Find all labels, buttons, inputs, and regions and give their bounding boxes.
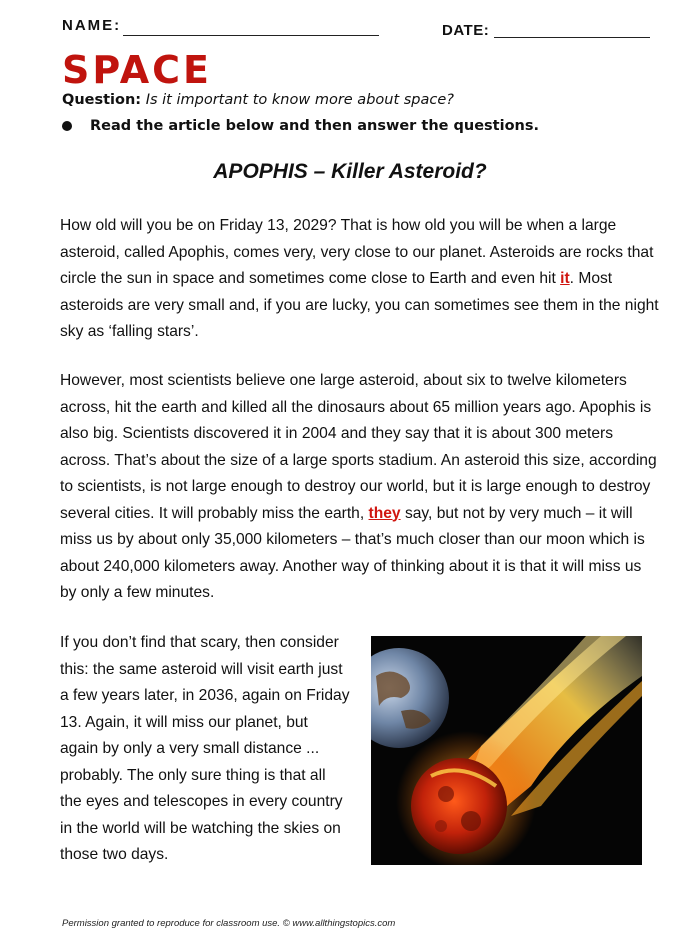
question: [62, 92, 454, 108]
date-label: DATE:: [442, 22, 490, 39]
footer-permission: Permission granted to reproduce for classroom use. © www.allthingstopics.com: [62, 918, 396, 929]
date-line[interactable]: [494, 37, 650, 38]
paragraph-2: [60, 368, 660, 607]
worksheet-title: SPACE: [62, 48, 212, 92]
name-line[interactable]: [123, 35, 379, 36]
paragraph-3: If you don’t find that scary, then consider this: the same asteroid will visit earth just a few years later, in 2036, again on Friday 13. Again, it will miss our planet, but again by only a very small distance ... probably. The only sure thing is that all the eyes and telescopes in every country in the world will be watching the skies on those two days.: [60, 634, 350, 863]
asteroid-illustration: [371, 636, 642, 865]
bullet-icon: [62, 121, 72, 131]
question-label: Question:: [62, 92, 142, 108]
paragraph-1-text-a: How old will you be on Friday 13, 2029? That is how old you will be when a large asteroid, called Apophis, comes very, very close to our planet. Asteroids are rocks that circle the sun in space and sometimes come close to Earth and even hit: [60, 217, 654, 287]
highlight-it: it: [560, 270, 570, 287]
question-text: Is it important to know more about space?: [145, 92, 454, 108]
instruction: Read the article below and then answer the questions.: [90, 118, 540, 134]
article-title: APOPHIS – Killer Asteroid?: [213, 160, 487, 183]
paragraph-1: [60, 213, 660, 346]
name-label: NAME:: [62, 17, 122, 34]
paragraph-2-text-a: However, most scientists believe one large asteroid, about six to twelve kilometers across, hit the earth and killed all the dinosaurs about 65 million years ago. Apophis is also big. Scientists discovered it in 2004 and they say that it is about 300 meters across. That’s about the size of a large sports stadium. An asteroid this size, according to scientists, is not large enough to destroy our world, but it is large enough to destroy several cities. It will probably miss the earth,: [60, 372, 657, 522]
asteroid-icon: [411, 758, 507, 854]
paragraph-1-text-b: . Most asteroids are very small and, if you are lucky, you can sometimes see them in the night sky as ‘falling stars’.: [60, 270, 659, 340]
paragraph-2-text-b: say, but not by very much – it will miss us by about only 35,000 kilometers – that’s much closer than our moon which is about 240,000 kilometers away. Another way of thinking about it is that it will miss us by only a few minutes.: [60, 504, 645, 601]
highlight-they: they: [368, 504, 401, 522]
